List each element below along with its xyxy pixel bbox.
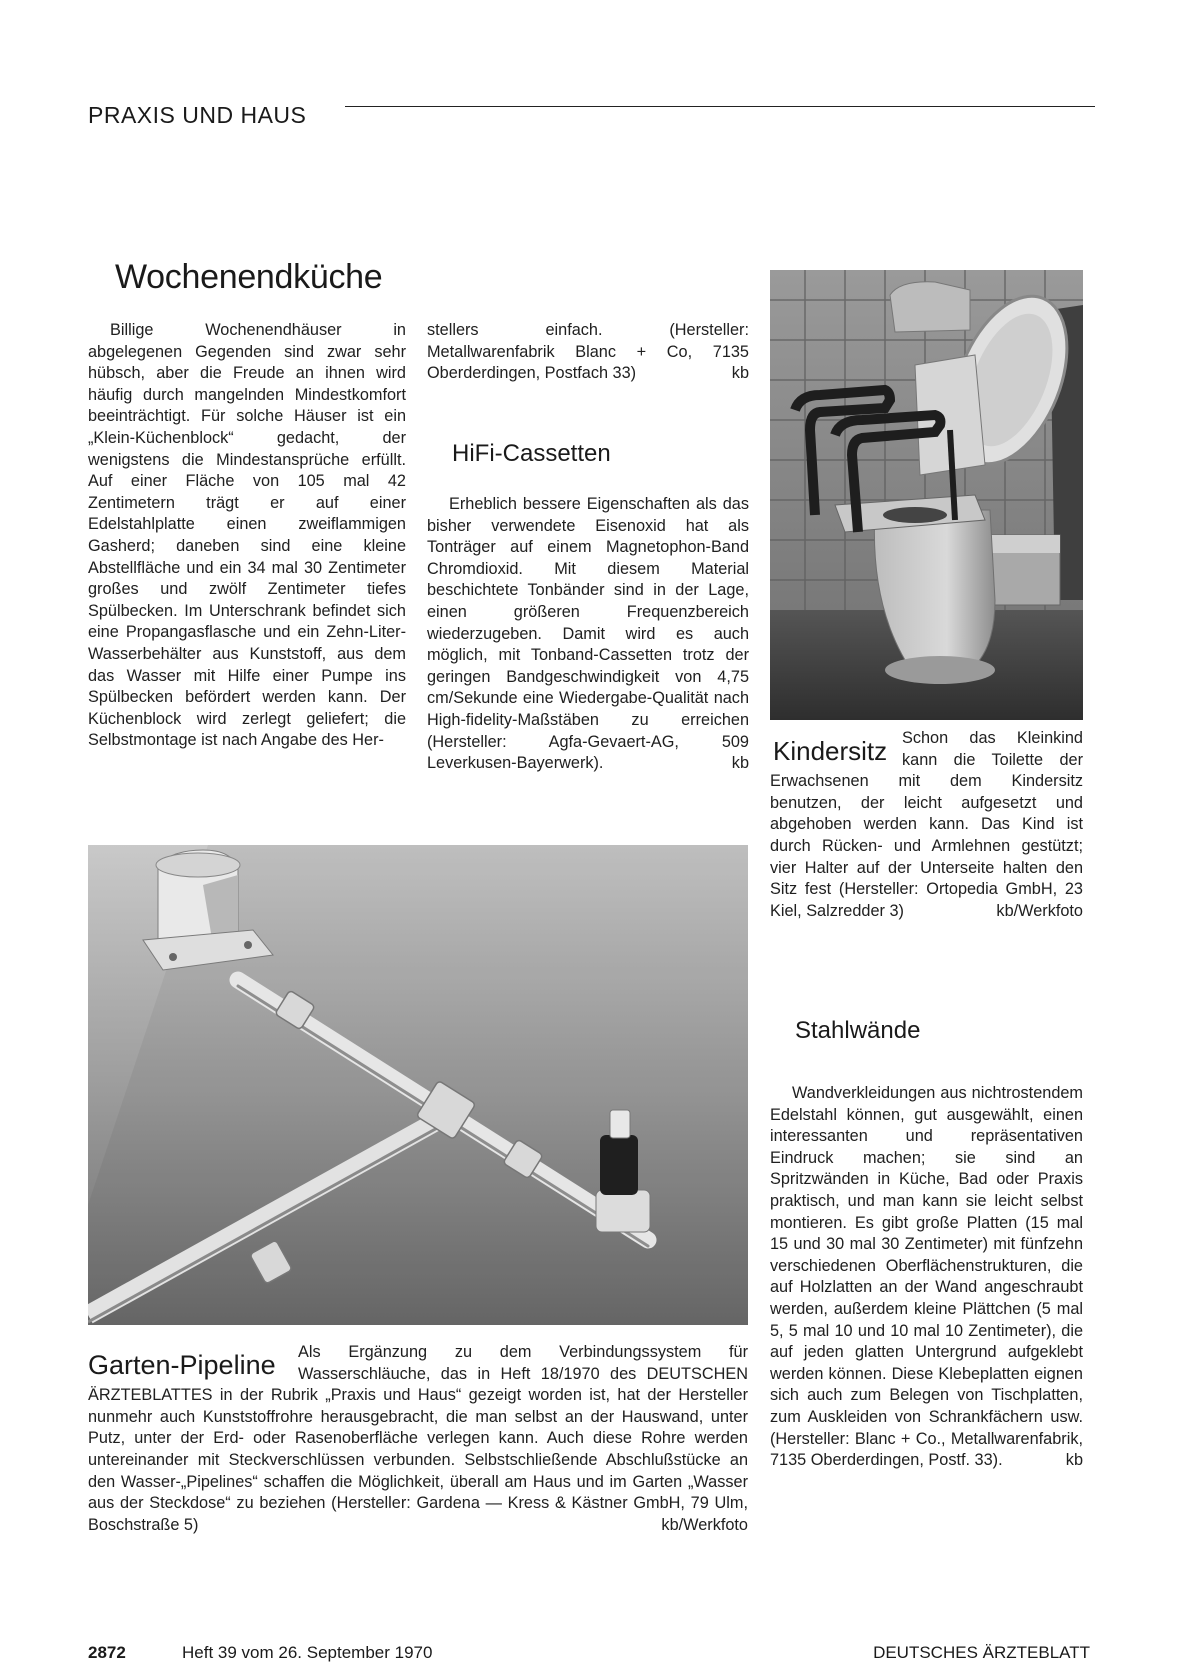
article-paragraph [770,1083,1083,1472]
article-title-wochenendkueche: Wochenendküche [115,258,383,296]
continuation-text: stellers einfach. (Hersteller: Metallwarenfabrik Blanc + Co, 7135 Oberderdingen, Postfach 33) [427,321,749,383]
pipe-system-illustration [88,845,748,1325]
article-body-hifi [427,494,749,775]
page-number: 2872 [88,1643,126,1662]
photo-garten-pipeline [88,845,748,1325]
article-text: Wandverkleidungen aus nichtrostendem Edelstahl können, gut ausgewählt, einen interessanten und repräsentativen Eindruck machen; sie sind an Spritzwänden in Küche, Bad oder Praxis praktisch, und man kann sie leicht selbst montieren. Es gibt große Platten (15 mal 15 und 30 mal 30 Zentimeter) mit fünfzehn verschiedenen Oberflächenstrukturen, die auf Holzlatten an der Wand angeschraubt werden, außerdem kleine Plättchen (5 mal 5, 5 mal 10 und 10 mal 10 Zentimeter), die auf jeden glatten Untergrund aufgeklebt werden können. Diese Klebeplatten eignen sich auch zum Belegen von Tischplatten, zum Auskleiden von Schrankfächern usw. (Hersteller: Blanc + Co., Metallwarenfabrik, 7135 Oberderdingen, Postf. 33). [770,1084,1083,1470]
article-body-wochenendkueche [88,320,406,752]
caption-text: Schon das Kleinkind kann die Toilette der Erwachsenen mit dem Kindersitz benutzen, der leicht aufgesetzt und abgehoben werden kann. Das Kind ist durch Rücken- und Armlehnen gestützt; vier Halter auf der Unterseite halten den Sitz fest (Hersteller: Ortopedia GmbH, 23 Kiel, Salzredder 3) [770,729,1083,920]
toilet-seat-illustration [770,270,1083,720]
photo-kindersitz [770,270,1083,720]
caption-title-garten: Garten-Pipeline [88,1350,276,1380]
article-paragraph [427,320,749,385]
author-signature: kb [731,364,749,383]
author-signature: kb/Werkfoto [996,901,1083,920]
author-signature: kb [731,754,749,773]
caption-text: Als Ergänzung zu dem Verbindungssystem für Wasserschläuche, das in Heft 18/1970 des DEUTSCHEN ÄRZTEBLATTES in der Rubrik „Praxis und Haus“ gezeigt worden ist, hat der Hersteller nunmehr auch Kunststoffrohre herausgebracht, die man selbst an der Hauswand, unter Putz, unter der Erd- oder Rasenoberfläche verlegen kann. Auch diese Rohre werden untereinander mit Steckverschlüssen verbunden. Selbstschließende Abschlußstücke an den Wasser-„Pipelines“ schaffen die Möglichkeit, überall am Haus und im Garten „Wasser aus der Steckdose“ zu beziehen (Hersteller: Gardena — Kress & Kästner GmbH, 79 Ulm, Boschstraße 5) [88,1343,748,1534]
article-continuation-wochenendkueche [427,320,749,385]
article-title-hifi: HiFi-Cassetten [452,440,611,467]
author-signature: kb [1065,1451,1083,1470]
caption-paragraph [88,1342,748,1536]
article-body-stahlwaende [770,1083,1083,1472]
caption-title-kindersitz: Kindersitz [773,736,888,766]
section-header: PRAXIS UND HAUS [88,102,307,128]
caption-body-kindersitz [770,728,1083,922]
caption-paragraph [770,728,1083,922]
author-signature: kb/Werkfoto [661,1515,748,1534]
caption-body-garten [88,1342,748,1536]
issue-info: Heft 39 vom 26. September 1970 [182,1643,433,1662]
article-paragraph: Billige Wochenendhäuser in abgelegenen Gegenden sind zwar sehr hübsch, aber die Freude an ihnen wird häufig durch mangelnden Mindestkomfort beeinträchtigt. Für solche Häuser ist ein „Klein-Küchenblock“ gedacht, der wenigstens die Mindestansprüche erfüllt. Auf einer Fläche von 105 mal 42 Zentimetern trägt er auf einer Edelstahlplatte einen zweiflammigen Gasherd; daneben sind eine kleine Abstellfläche und ein 34 mal 30 Zentimeter großes und zwölf Zentimeter tiefes Spülbecken. Im Unterschrank befindet sich eine Propangasflasche und ein Zehn-Liter-Wasserbehälter aus Kunststoff, aus dem das Wasser mit Hilfe einer Pumpe ins Spülbecken befördert werden kann. Der Küchenblock wird zerlegt geliefert; die Selbstmontage ist nach Angabe des Her- [88,321,406,750]
journal-name: DEUTSCHES ÄRZTEBLATT [873,1643,1090,1662]
header-rule [345,106,1095,107]
article-paragraph: Erheblich bessere Eigenschaften als das bisher verwendete Eisenoxid hat als Tonträger auf einem Magnetophon-Band Chromdioxid. Mit diesem Material beschichtete Tonbänder sind in der Lage, einen größeren Frequenzbereich wiederzugeben. Damit wird es auch möglich, mit Tonband-Cassetten trotz der geringen Bandgeschwindigkeit von 4,75 cm/Sekunde eine Wiedergabe-Qualität nach High-fidelity-Maßstäben zu erreichen (Hersteller: Agfa-Gevaert-AG, 509 Leverkusen-Bayerwerk). [427,495,749,773]
article-title-stahlwaende: Stahlwände [795,1017,921,1044]
